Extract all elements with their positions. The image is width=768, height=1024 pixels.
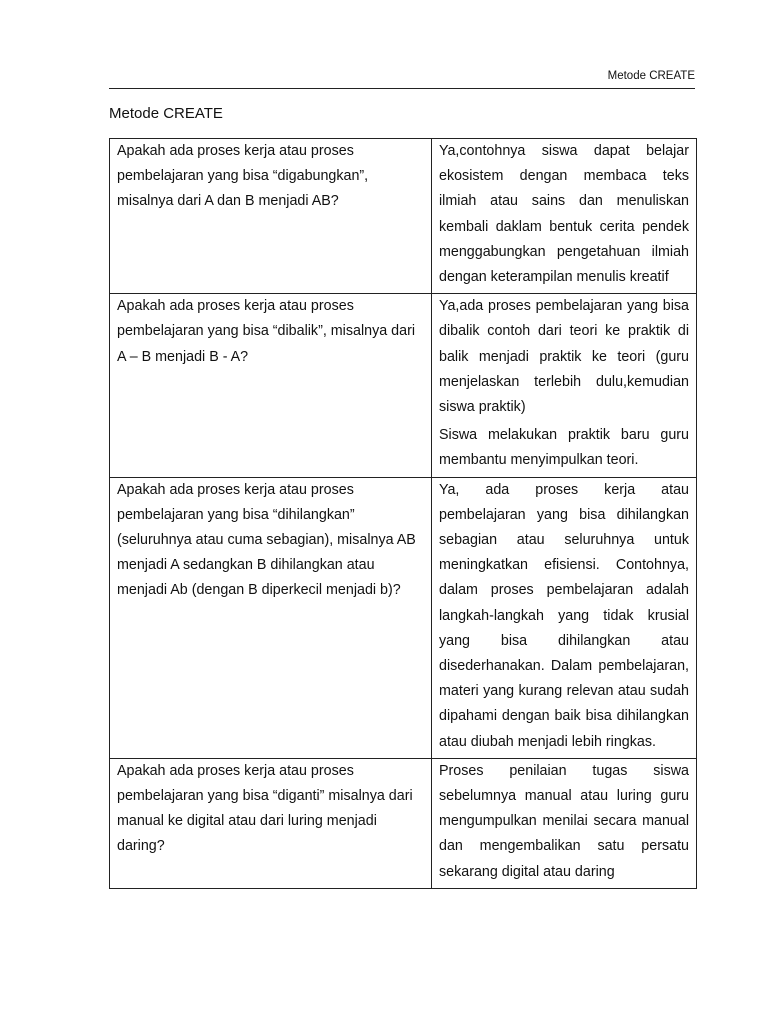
answer-paragraph: Ya,ada proses pembelajaran yang bisa dibalik contoh dari teori ke praktik di balik menjadi praktik ke teori (guru menjelaskan terlebih dulu,kemudian siswa praktik) [439,298,689,416]
answer-cell [432,139,697,294]
answer-cell [432,758,697,888]
answer-paragraph: Siswa melakukan praktik baru guru membantu menyimpulkan teori. [439,427,689,469]
section-title: Metode CREATE [109,105,223,122]
answer-cell [432,294,697,477]
running-header: Metode CREATE [607,70,695,82]
table-row [110,758,697,888]
question-cell: Apakah ada proses kerja atau proses pembelajaran yang bisa “digabungkan”, misalnya dari A dan B menjadi AB? [110,139,432,294]
table-row [110,294,697,477]
table-row [110,139,697,294]
answer-paragraph: Ya, ada proses kerja atau pembelajaran yang bisa dihilangkan sebagian atau seluruhnya untuk meningkatkan efisiensi. Contohnya, dalam proses pembelajaran adalah langkah-langkah yang tidak krusial yang bisa dihilangkan atau disederhanakan. Dalam pembelajaran, materi yang kurang relevan atau sudah dipahami dengan baik bisa dihilangkan atau diubah menjadi lebih ringkas. [439,481,689,750]
header-rule [109,88,695,89]
question-cell: Apakah ada proses kerja atau proses pembelajaran yang bisa “dibalik”, misalnya dari A – B menjadi B - A? [110,294,432,477]
answer-paragraph: Proses penilaian tugas siswa sebelumnya manual atau luring guru mengumpulkan menilai secara manual dan mengembalikan satu persatu sekarang digital atau daring [439,762,689,880]
table-row [110,477,697,758]
question-cell: Apakah ada proses kerja atau proses pembelajaran yang bisa “dihilangkan” (seluruhnya atau cuma sebagian), misalnya AB menjadi A sedangkan B dihilangkan atau menjadi Ab (dengan B diperkecil menjadi b)? [110,477,432,758]
answer-paragraph: Ya,contohnya siswa dapat belajar ekosistem dengan membaca teks ilmiah atau sains dan menuliskan kembali daklam bentuk cerita pendek menggabungkan pengetahuan ilmiah dengan keterampilan menulis kreatif [439,143,689,286]
create-method-table [109,138,697,889]
answer-cell [432,477,697,758]
question-cell: Apakah ada proses kerja atau proses pembelajaran yang bisa “diganti” misalnya dari manual ke digital atau dari luring menjadi daring? [110,758,432,888]
